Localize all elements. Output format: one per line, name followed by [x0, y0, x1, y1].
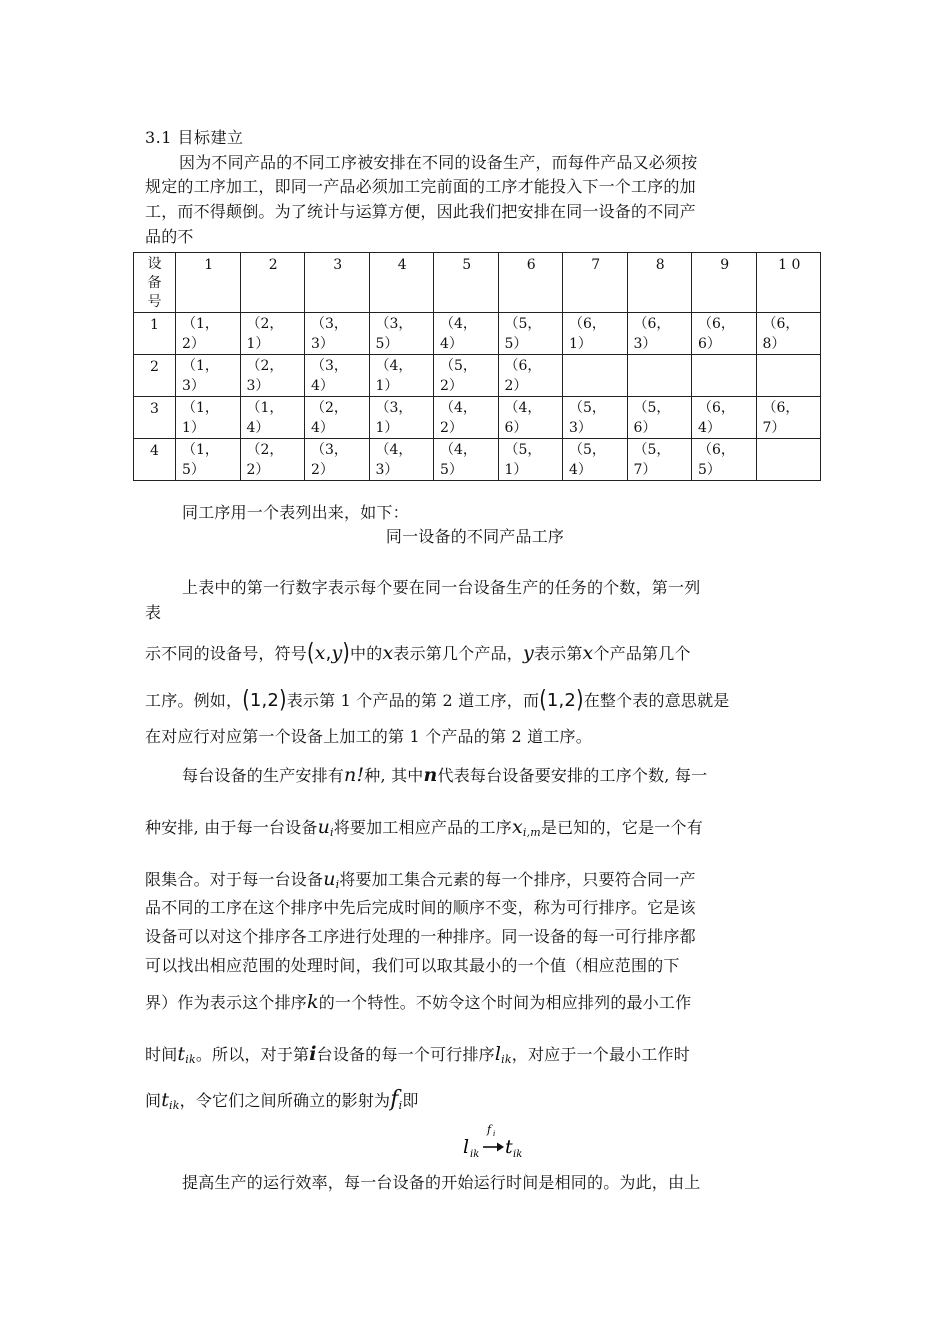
process-cell-line-2: 7） [633, 462, 657, 478]
table-row [134, 355, 821, 397]
process-cell-line-1: （1， [182, 316, 219, 332]
process-cell-line-1: （2， [246, 442, 284, 458]
process-cell-line-2: 2） [311, 462, 334, 478]
math-n: n [423, 764, 438, 786]
process-cell-line-2: 1） [504, 462, 528, 478]
process-cell-line-1: （1， [182, 358, 219, 374]
process-cell-line-1: （6， [504, 358, 542, 374]
process-cell-line-2: 3） [569, 420, 592, 436]
math-subscript: ik [185, 1053, 196, 1066]
process-cell [756, 313, 821, 355]
process-cell-line-1: （3， [311, 358, 348, 374]
column-header: 1 [176, 253, 241, 313]
math-t: t [177, 1043, 186, 1065]
p3-line-8 [145, 1043, 810, 1068]
text-run: 将要加工相应产品的工序 [333, 818, 512, 837]
process-cell [176, 313, 241, 355]
process-cell [369, 397, 434, 439]
text-run: 种安排, 由于每一台设备 [145, 818, 318, 837]
intro-line-3: 工，而不得颠倒。为了统计与运算方便，因此我们把安排在同一设备的不同产 [145, 202, 696, 221]
process-cell-line-2: 2） [440, 420, 463, 436]
process-cell-line-2: 6） [698, 336, 721, 352]
process-cell-line-1: （6， [633, 316, 671, 332]
process-cell [692, 313, 757, 355]
process-cell-line-2: 7） [762, 420, 786, 436]
math-pair: 1,2 [249, 690, 280, 711]
process-cell-line-2: 5） [182, 462, 205, 478]
process-cell [498, 355, 563, 397]
process-cell-line-2: 4） [440, 336, 463, 352]
formula-t-sub: ik [513, 1149, 523, 1160]
process-cell-line-1: （6， [698, 316, 735, 332]
process-cell [692, 355, 757, 397]
text-run: 每台设备的生产安排有 [182, 766, 345, 785]
p3-line-7 [145, 991, 810, 1014]
mapping-formula [460, 1122, 540, 1162]
corner-cell [134, 253, 176, 313]
math-subscript: i,m [522, 826, 541, 839]
process-cell [305, 313, 370, 355]
process-cell [305, 439, 370, 481]
process-cell-line-1: （1， [182, 442, 219, 458]
intro-line-1: 因为不同产品的不同工序被安排在不同的设备生产，而每件产品又必须按 [179, 153, 698, 172]
paren-close: ) [279, 686, 287, 714]
process-cell [369, 355, 434, 397]
process-cell [434, 355, 499, 397]
math-pair: 1,2 [546, 690, 577, 711]
process-cell-line-2: 3） [311, 336, 334, 352]
process-cell [756, 355, 821, 397]
math-n-factorial: n! [344, 764, 365, 786]
process-cell-line-1: （1， [182, 400, 219, 416]
intro-line-2: 规定的工序加工，即同一产品必须加工完前面的工序才能投入下一个工序的加 [145, 177, 696, 196]
process-cell-line-1: （5， [504, 316, 542, 332]
process-cell [434, 439, 499, 481]
p3-line-2 [145, 816, 810, 841]
p3-line-4: 品不同的工序在这个排序中先后完成时间的顺序不变，称为可行排序。它是该 [145, 898, 696, 917]
paren-open: ( [242, 686, 250, 714]
process-cell-line-2: 4） [311, 420, 334, 436]
process-cell-line-1: （5， [633, 442, 671, 458]
math-l: l [494, 1043, 502, 1065]
process-cell-line-2: 3） [633, 336, 657, 352]
text-run: 代表每台设备要安排的工序个数, 每一 [437, 766, 708, 785]
p2-line-1: 上表中的第一行数字表示每个要在同一台设备生产的任务的个数，第一列 [182, 578, 701, 597]
math-y: y [331, 642, 343, 664]
corner-char: 备 [147, 275, 162, 291]
process-cell [627, 397, 692, 439]
process-cell [627, 355, 692, 397]
process-cell [627, 313, 692, 355]
process-cell [240, 397, 305, 439]
p3-line-9 [145, 1089, 810, 1114]
p2-line-3 [145, 639, 810, 667]
text-run: 工序。例如， [145, 691, 243, 710]
math-f: f [390, 1087, 399, 1112]
intro-line-4: 品的不 [145, 227, 194, 246]
formula-l: l [463, 1136, 470, 1158]
p3-line-5: 设备可以对这个排序各工序进行处理的一种排序。同一设备的每一可行排序都 [145, 927, 696, 946]
process-cell [563, 355, 628, 397]
process-cell-line-2: 2） [182, 336, 205, 352]
process-cell [369, 439, 434, 481]
process-cell-line-1: （4， [504, 400, 542, 416]
process-cell-line-2: 2） [246, 462, 270, 478]
process-cell-line-2: 3） [182, 378, 205, 394]
math-subscript: i [335, 878, 340, 891]
math-k: k [307, 991, 319, 1013]
process-cell-line-2: 1） [375, 420, 399, 436]
process-cell-line-2: 5） [440, 462, 463, 478]
text-run: 在整个表的意思就是 [583, 691, 730, 710]
process-cell [240, 355, 305, 397]
process-cell [176, 439, 241, 481]
math-subscript: i [398, 1099, 403, 1112]
column-header: 9 [692, 253, 757, 313]
math-subscript: ik [501, 1053, 512, 1066]
process-cell-line-1: （3， [375, 316, 413, 332]
text-run: 。所以，对于第 [195, 1045, 310, 1064]
text-run: 表示第 [533, 644, 583, 663]
process-cell [369, 313, 434, 355]
process-cell-line-1: （1， [246, 400, 284, 416]
math-i: i [309, 1043, 317, 1065]
process-cell [498, 439, 563, 481]
process-cell [176, 355, 241, 397]
process-cell [305, 397, 370, 439]
p3-line-6: 可以找出相应范围的处理时间，我们可以取其最小的一个值（相应范围的下 [145, 956, 680, 975]
process-cell [240, 313, 305, 355]
section-heading: 3.1 目标建立 [145, 128, 244, 147]
text-run: 示不同的设备号，符号 [145, 644, 308, 663]
math-x: x [314, 642, 326, 664]
text-run: ，对应于一个最小工作时 [511, 1045, 690, 1064]
math-x: x [511, 816, 523, 838]
table-row [134, 439, 821, 481]
process-cell-line-1: （6， [762, 316, 800, 332]
process-cell-line-2: 4） [246, 420, 270, 436]
process-cell [434, 397, 499, 439]
text-run: 是已知的，它是一个有 [540, 818, 703, 837]
table-row [134, 397, 821, 439]
process-cell-line-2: 5） [375, 336, 399, 352]
p3-line-3 [145, 868, 810, 893]
math-x: x [382, 642, 394, 664]
process-cell-line-1: （3， [375, 400, 413, 416]
process-cell-line-1: （5， [569, 442, 606, 458]
math-comma: , [325, 643, 332, 664]
process-cell-line-1: （5， [633, 400, 671, 416]
math-y: y [522, 642, 534, 664]
process-cell [498, 397, 563, 439]
process-cell-line-2: 1） [375, 378, 399, 394]
corner-char: 设 [147, 256, 162, 272]
text-run: 种, 其中 [364, 766, 424, 785]
process-cell [563, 313, 628, 355]
process-cell-line-1: （5， [440, 358, 477, 374]
formula-l-sub: ik [470, 1149, 480, 1160]
equipment-id-cell: 3 [134, 397, 176, 439]
p3-line-1 [182, 764, 847, 787]
process-cell [305, 355, 370, 397]
column-header: 6 [498, 253, 563, 313]
table-body [134, 313, 821, 481]
process-cell-line-1: （2， [311, 400, 348, 416]
p2-line-4 [145, 686, 810, 714]
equipment-process-table [133, 252, 821, 481]
process-cell-line-2: 3） [246, 378, 270, 394]
process-cell-line-2: 5） [698, 462, 721, 478]
process-cell-line-2: 4） [311, 378, 334, 394]
process-cell-line-2: 6） [633, 420, 657, 436]
process-cell-line-2: 4） [698, 420, 721, 436]
text-run: 即 [402, 1091, 419, 1110]
process-cell-line-2: 4） [569, 462, 592, 478]
text-run: 个产品第几个 [593, 644, 691, 663]
equipment-id-cell: 2 [134, 355, 176, 397]
process-cell-line-1: （4， [440, 442, 477, 458]
math-subscript: ik [169, 1099, 180, 1112]
math-x: x [582, 642, 594, 664]
column-header: 7 [563, 253, 628, 313]
text-run: 间 [145, 1091, 162, 1110]
text-run: 表示第 1 个产品的第 2 道工序，而 [286, 691, 540, 710]
column-header: 3 [305, 253, 370, 313]
formula-f-sub: i [493, 1130, 496, 1138]
process-cell-line-1: （4， [440, 400, 477, 416]
text-run: 时间 [145, 1045, 178, 1064]
process-cell-line-2: 2） [440, 378, 463, 394]
process-cell-line-1: （6， [569, 316, 606, 332]
text-run: 界）作为表示这个排序 [145, 993, 308, 1012]
last-line: 提高生产的运行效率，每一台设备的开始运行时间是相同的。为此，由上 [182, 1173, 701, 1192]
process-cell-line-1: （6， [698, 400, 735, 416]
process-cell-line-1: （2， [246, 358, 284, 374]
process-cell-line-1: （3， [311, 442, 348, 458]
process-cell-line-2: 1） [569, 336, 592, 352]
arrow-icon [483, 1143, 504, 1152]
table-caption: 同一设备的不同产品工序 [385, 527, 565, 546]
text-run: 限集合。对于每一台设备 [145, 870, 324, 889]
text-run: 中的 [350, 644, 383, 663]
table-header-row [134, 253, 821, 313]
math-t: t [161, 1089, 170, 1111]
paren-close: ) [576, 686, 584, 714]
text-run: 台设备的每一个可行排序 [316, 1045, 495, 1064]
process-cell [756, 439, 821, 481]
process-cell-line-1: （4， [375, 358, 413, 374]
process-cell [176, 397, 241, 439]
process-cell-line-2: 2） [504, 378, 528, 394]
process-cell-line-1: （4， [440, 316, 477, 332]
process-cell-line-1: （5， [504, 442, 542, 458]
process-cell-line-2: 8） [762, 336, 786, 352]
p2-line-2: 表 [145, 603, 162, 622]
corner-char: 号 [147, 294, 162, 310]
process-cell [240, 439, 305, 481]
process-cell-line-2: 3） [375, 462, 399, 478]
text-run: 表示第几个产品， [393, 644, 523, 663]
equipment-id-cell: 1 [134, 313, 176, 355]
process-cell-line-2: 6） [504, 420, 528, 436]
text-run: 将要加工集合元素的每一个排序，只要符合同一产 [339, 870, 696, 889]
process-cell [756, 397, 821, 439]
process-cell-line-2: 5） [504, 336, 528, 352]
formula-t: t [505, 1136, 513, 1158]
formula-f: f [487, 1123, 492, 1136]
math-u: u [323, 868, 336, 890]
math-subscript: i [330, 826, 334, 839]
equipment-id-cell: 4 [134, 439, 176, 481]
process-cell [498, 313, 563, 355]
column-header: 1 0 [756, 253, 821, 313]
process-cell-line-1: （6， [762, 400, 800, 416]
process-cell-line-1: （5， [569, 400, 606, 416]
paren-close: ) [342, 639, 351, 667]
process-cell [692, 397, 757, 439]
process-cell [627, 439, 692, 481]
column-header: 4 [369, 253, 434, 313]
table-row [134, 313, 821, 355]
p2-line-5: 在对应行对应第一个设备上加工的第 1 个产品的第 2 道工序。 [145, 727, 592, 746]
math-u: u [317, 816, 331, 838]
process-cell-line-2: 1） [182, 420, 205, 436]
after-table-text: 同工序用一个表列出来，如下： [182, 503, 409, 522]
process-cell-line-1: （2， [246, 316, 284, 332]
text-run: 的一个特性。不妨令这个时间为相应排列的最小工作 [318, 993, 692, 1012]
process-cell-line-1: （4， [375, 442, 413, 458]
column-header: 5 [434, 253, 499, 313]
text-run: ，令它们之间所确立的影射为 [179, 1091, 391, 1110]
paren-open: ( [307, 639, 315, 667]
process-cell [563, 439, 628, 481]
paren-open: ( [539, 686, 547, 714]
process-cell-line-2: 1） [246, 336, 270, 352]
column-header: 2 [240, 253, 305, 313]
process-cell-line-1: （6， [698, 442, 735, 458]
process-cell [692, 439, 757, 481]
column-header: 8 [627, 253, 692, 313]
process-cell [563, 397, 628, 439]
process-cell-line-1: （3， [311, 316, 348, 332]
process-cell [434, 313, 499, 355]
